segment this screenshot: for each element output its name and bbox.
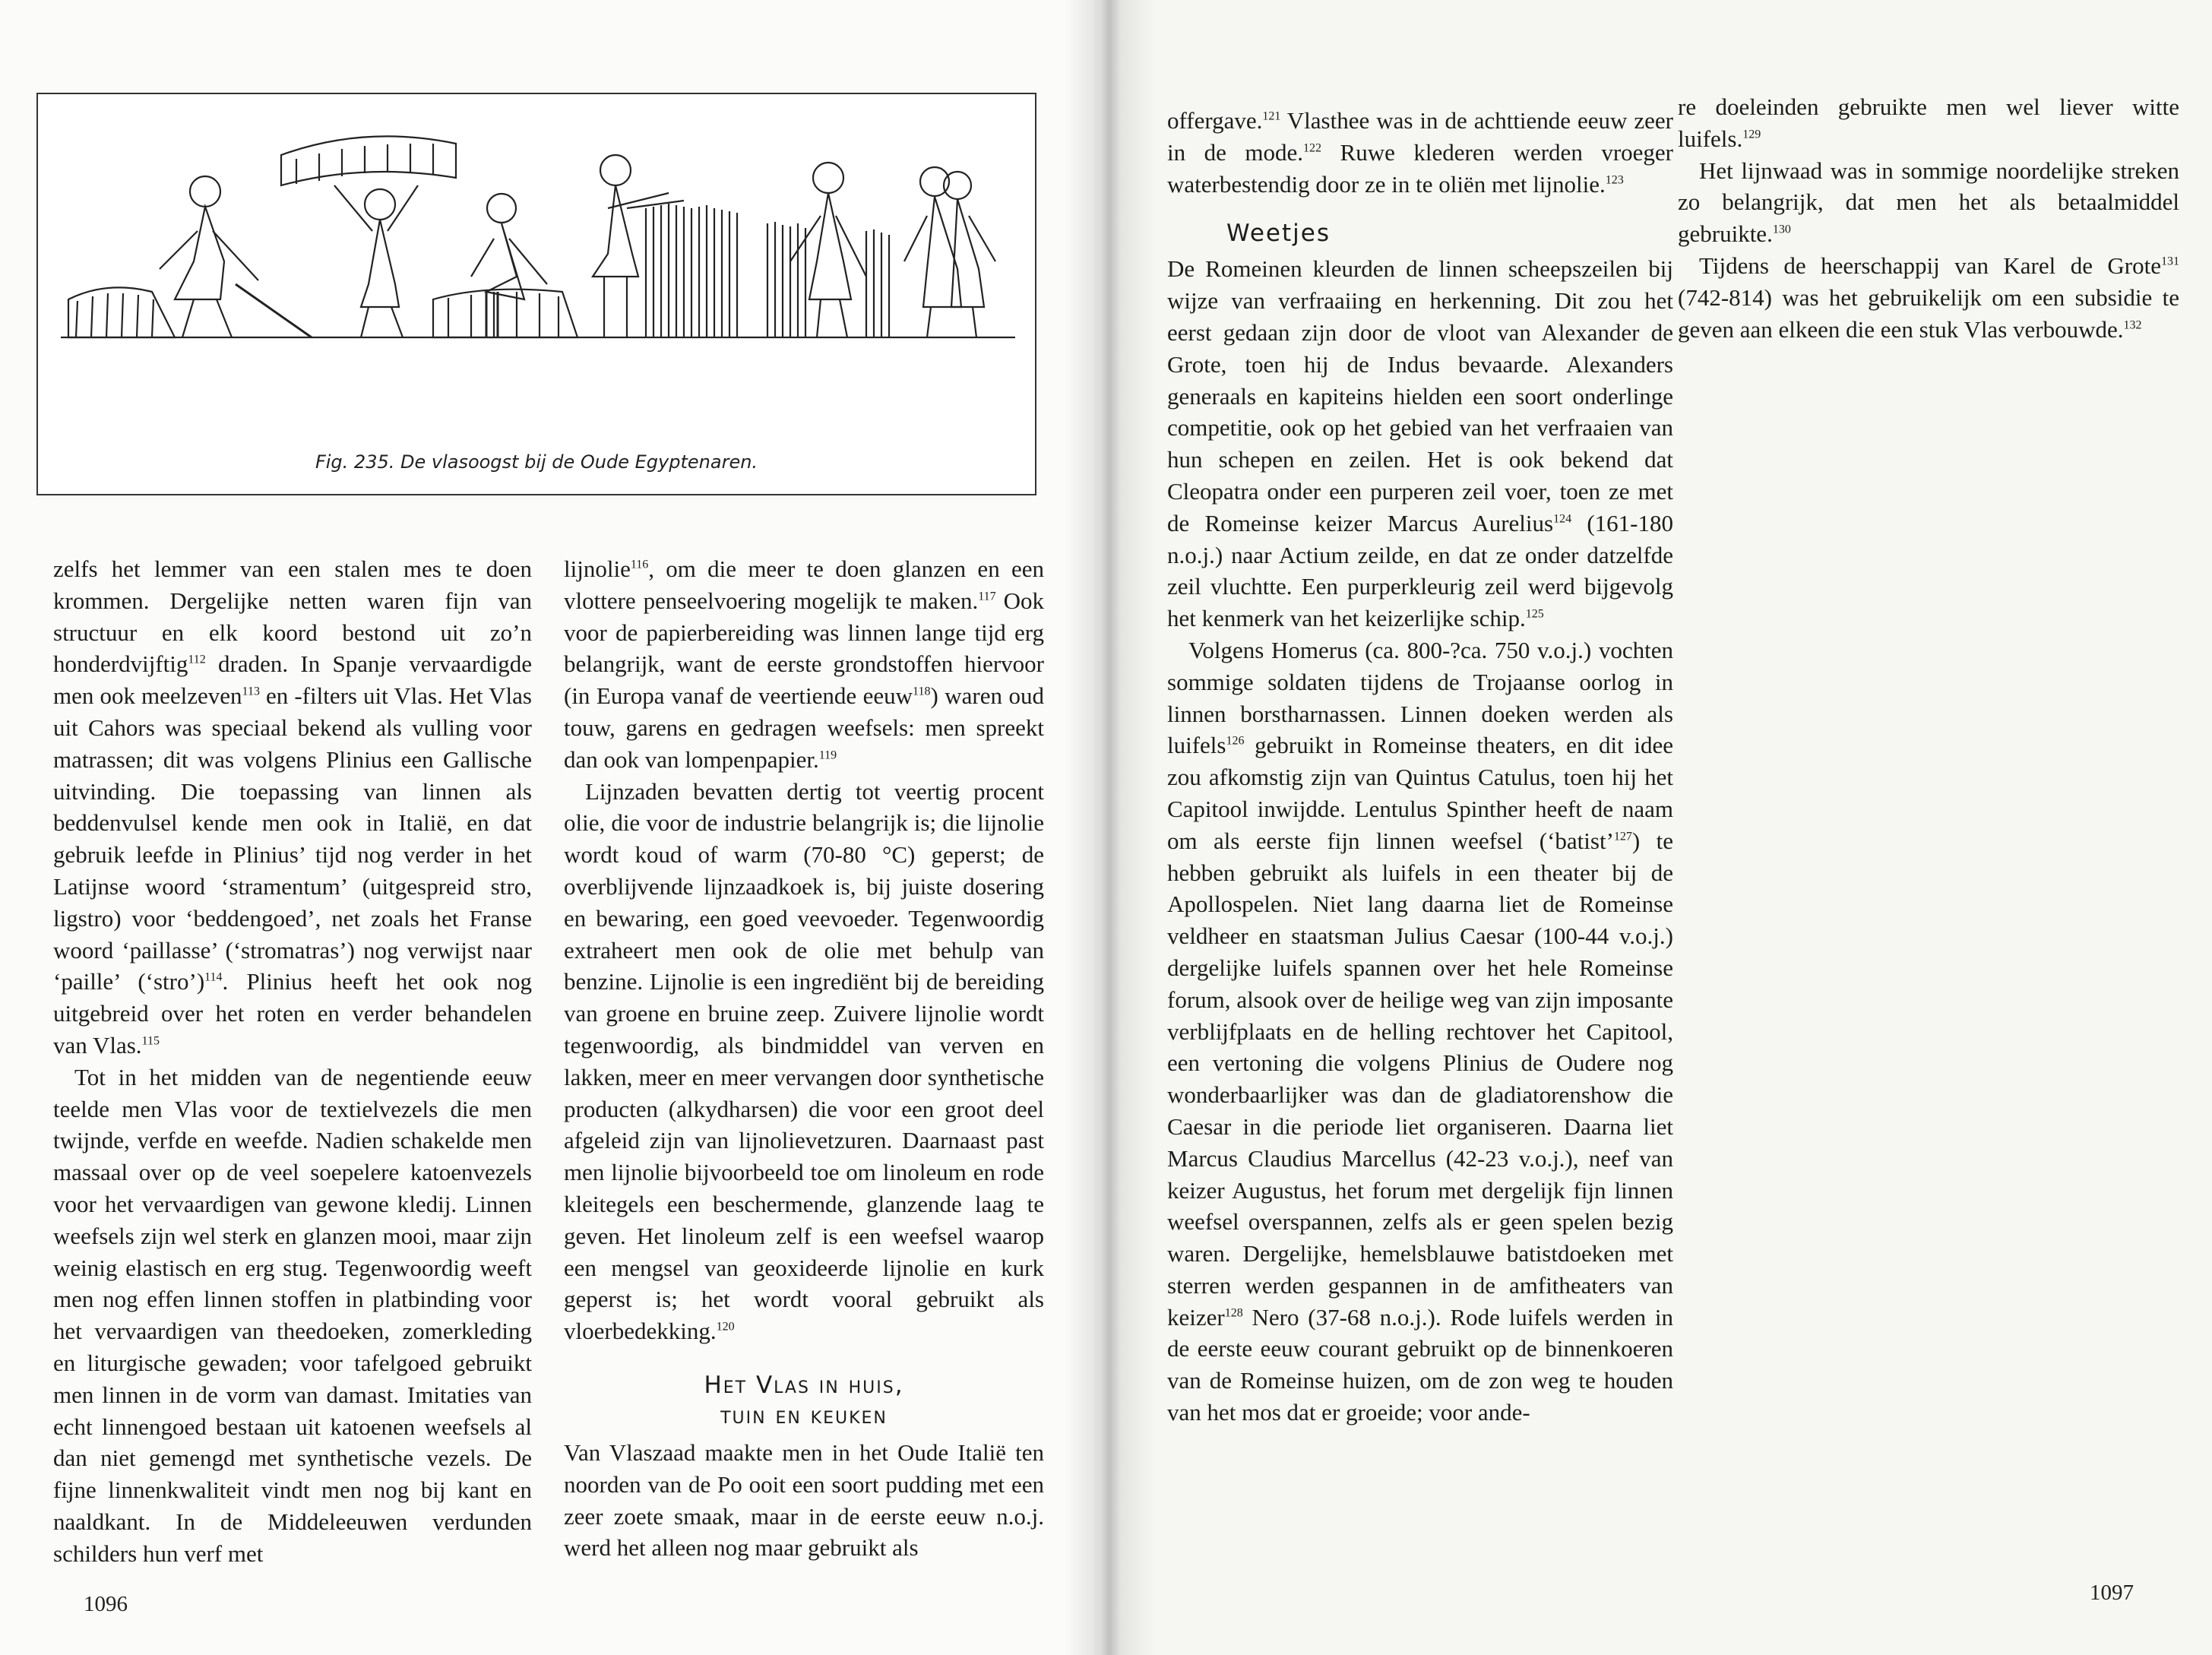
paragraph: Van Vlaszaad maakte men in het Oude Italië ten noorden van de Po ooit een soort pudding met een zeer zoete smaak, maar in de eerste eeuw n.o.j. werd het alleen nog maar gebruikt als	[564, 1438, 1044, 1562]
left-column-1	[53, 553, 532, 1570]
footnote-marker: 127	[1613, 830, 1632, 843]
section-heading-line: tuin en keuken	[720, 1401, 888, 1429]
right-column-2	[1678, 91, 2179, 345]
footnote-marker: 130	[1772, 223, 1791, 236]
section-heading	[564, 1370, 1044, 1431]
footnote-marker: 116	[630, 558, 649, 571]
paragraph: Tot in het midden van de negentiende eeuw teelde men Vlas voor de textielvezels die men twijnde, verfde en weefde. Nadien schakelde men massaal over op de veel soepelere katoenvezels voor het vervaardigen van gewone kledij. Linnen weefsels zijn wel sterk en glanzen mooi, maar zijn weinig elastisch en erg stug. Tegenwoordig weeft men nog effen linnen stoffen in platbinding voor het vervaardigen van theedoeken, zomerkleding en liturgische gewaden; voor tafelgoed gebruikt men linnen in de vorm van damast. Imitaties van echt linnengoed bestaan uit katoenen weefsels al dan niet gemengd met synthetische vezels. De fijne linnenkwaliteit vindt men nog bij kant en naaldkant. In de Middeleeuwen verdunden schilders hun verf met	[53, 1063, 532, 1567]
footnote-marker: 113	[242, 685, 260, 698]
section-heading-line: Het Vlas in huis,	[704, 1371, 904, 1399]
paragraph: zelfs het lemmer van een stalen mes te doen krommen. Dergelijke netten waren fijn van structuur en elk koord bestond uit zo’n honderdvijftig$^{112}$ draden. In Spanje vervaardigde men ook meelzeven$^{113}$ en -filters uit Vlas. Het Vlas uit Cahors was speciaal bekend als vulling voor matrassen; dit was volgens Plinius een Gallische uitvinding. Die toepassing van linnen als beddenvulsel kende men ook in Italië, en dat gebruik leefde in Plinius’ tijd nog verder in het Latijnse woord ‘stramentum’ (uitgespreid stro, ligstro) voor ‘beddengoed’, net zoals het Franse woord ‘paillasse’ (‘stromatras’) nog verwijst naar ‘paille’ (‘stro’)$^{114}$. Plinius heeft het ook nog uitgebreid over het roten en verder behandelen van Vlas.$^{115}$	[53, 555, 532, 1059]
footnote-marker: 117	[978, 590, 996, 603]
right-page	[1094, 0, 2212, 1655]
paragraph: lijnolie$^{116}$, om die meer te doen glanzen en een vlottere penseelvoering mogelijk te maken.$^{117}$ Ook voor de papierbereiding was linnen lange tijd erg belangrijk, want de eerste grondstoffen hiervoor (in Europa vanaf de veertiende eeuw$^{118}$) waren oud touw, garens en gedragen weefsels: men spreekt dan ook van lompenpapier.$^{119}$	[564, 555, 1045, 773]
paragraph: Tijdens de heerschappij van Karel de Grote$^{131}$ (742-814) was het gebruikelijk om een subsidie te geven aan elkeen die een stuk Vlas verbouwde.$^{132}$	[1678, 252, 2179, 343]
left-column-2	[564, 553, 1044, 1564]
left-page	[0, 0, 1094, 1655]
footnote-marker: 123	[1605, 173, 1624, 187]
page-number-left: 1096	[84, 1592, 128, 1616]
footnote-marker: 112	[188, 653, 206, 667]
right-column-1	[1167, 105, 1673, 1429]
footnote-marker: 132	[2123, 318, 2142, 332]
figure-egyptian-flax-harvest	[36, 93, 1036, 495]
paragraph: De Romeinen kleurden de linnen scheepszeilen bij wijze van verfraaiing en herkenning. Dit zou het eerst gedaan zijn door de vloot van Alexander de Grote, toen hij de Indus bevaarde. Alexanders generaals en kapiteins hielden een soort onderlinge competitie, ook op het gebied van het verfraaien van hun schepen en zeilen. Het is ook bekend dat Cleopatra onder een purperen zeil voer, toen ze met de Romeinse keizer Marcus Aurelius$^{124}$ (161-180 n.o.j.) naar Actium zeilde, en dat ze onder datzelfde zeil vluchtte. Een purperkleurig zeil werd bijgevolg het kenmerk van het keizerlijke schip.$^{125}$	[1167, 255, 1673, 632]
paragraph: Het lijnwaad was in sommige noordelijke streken zo belangrijk, dat men het als betaalmiddel gebruikte.$^{130}$	[1678, 157, 2179, 248]
footnote-marker: 115	[141, 1034, 160, 1048]
footnote-marker: 118	[913, 685, 931, 698]
paragraph: Volgens Homerus (ca. 800-?ca. 750 v.o.j.) vochten sommige soldaten tijdens de Trojaanse oorlog in linnen borstharnassen. Linnen doeken werden als luifels$^{126}$ gebruikt in Romeinse theaters, en dit idee zou afkomstig zijn van Quintus Catulus, toen hij het Capitool inwijdde. Lentulus Spinther heeft de naam om als eerste fijn linnen weefsel (‘batist’$^{127}$) te hebben gebruikt als luifels in een theater bij de Apollospelen. Niet lang daarna liet de Romeinse veldheer en staatsman Julius Caesar (100-44 v.o.j.) dergelijke luifels spannen over het hele Romeinse forum, alsook over de heilige weg van zijn imposante verblijfplaats en de helling rechtover het Capitool, een vertoning die volgens Plinius de Oudere nog wonderbaarlijker was dan de gladiatorenshow die Caesar in die periode liet organiseren. Daarna liet Marcus Claudius Marcellus (42-23 v.o.j.), neef van keizer Augustus, het forum met dergelijk fijn linnen weefsel overspannen, zelfs als er geen spelen bezig waren. Dergelijke, hemelsblauwe batistdoeken met sterren werden gespannen in de amfitheaters van keizer$^{128}$ Nero (37-68 n.o.j.). Rode luifels werden in de eerste eeuw courant gebruikt op de binnenkoeren van de Romeinse huizen, om de zon weg te houden van het mos dat er groeide; voor ande-	[1167, 636, 1673, 1426]
footnote-marker: 120	[716, 1320, 735, 1334]
page-number-right: 1097	[2090, 1581, 2134, 1605]
footnote-marker: 114	[204, 971, 223, 985]
paragraph: offergave.$^{121}$ Vlasthee was in de achttiende eeuw zeer in de mode.$^{122}$ Ruwe klederen werden vroeger waterbestendig door ze in te oliën met lijnolie.$^{123}$	[1167, 107, 1673, 198]
footnote-marker: 129	[1742, 128, 1761, 141]
footnote-marker: 128	[1224, 1306, 1243, 1320]
footnote-marker: 121	[1262, 109, 1281, 123]
footnote-marker: 126	[1226, 735, 1245, 748]
footnote-marker: 125	[1525, 607, 1544, 621]
section-heading-weetjes: Weetjes	[1226, 220, 1331, 248]
book-gutter	[1064, 0, 1155, 1655]
footnote-marker: 124	[1553, 512, 1572, 526]
paragraph: Lijnzaden bevatten dertig tot veertig procent olie, die voor de industrie belangrijk is; die lijnolie wordt koud of warm (70-80 °C) geperst; de overblijvende lijnzaadkoek is, bij juiste dosering en bewaring, een goed veevoeder. Tegenwoordig extraheert men ook de olie met behulp van benzine. Lijnolie is een ingrediënt bij de bereiding van groene en bruine zeep. Zuivere lijnolie wordt tegenwoordig, als bindmiddel van verven en lakken, meer en meer vervangen door synthetische producten (alkydharsen) die voor een groot deel afgeleid zijn van lijnolievetzuren. Daarnaast past men lijnolie bijvoorbeeld toe om linoleum en rode kleitegels een beschermende, glanzende laag te geven. Het linoleum zelf is een weefsel waarop een mengsel van geoxideerde lijnolie en kurk geperst is; het wordt vooral gebruikt als vloerbedekking.$^{120}$	[564, 777, 1044, 1345]
footnote-marker: 122	[1303, 141, 1322, 155]
paragraph: re doeleinden gebruikte men wel liever witte luifels.$^{129}$	[1678, 93, 2179, 152]
figure-caption: Fig. 235. De vlasoogst bij de Oude Egyptenaren.	[315, 451, 758, 473]
footnote-marker: 131	[2161, 255, 2179, 268]
footnote-marker: 119	[818, 748, 837, 762]
flax-harvest-illustration	[61, 109, 1015, 444]
